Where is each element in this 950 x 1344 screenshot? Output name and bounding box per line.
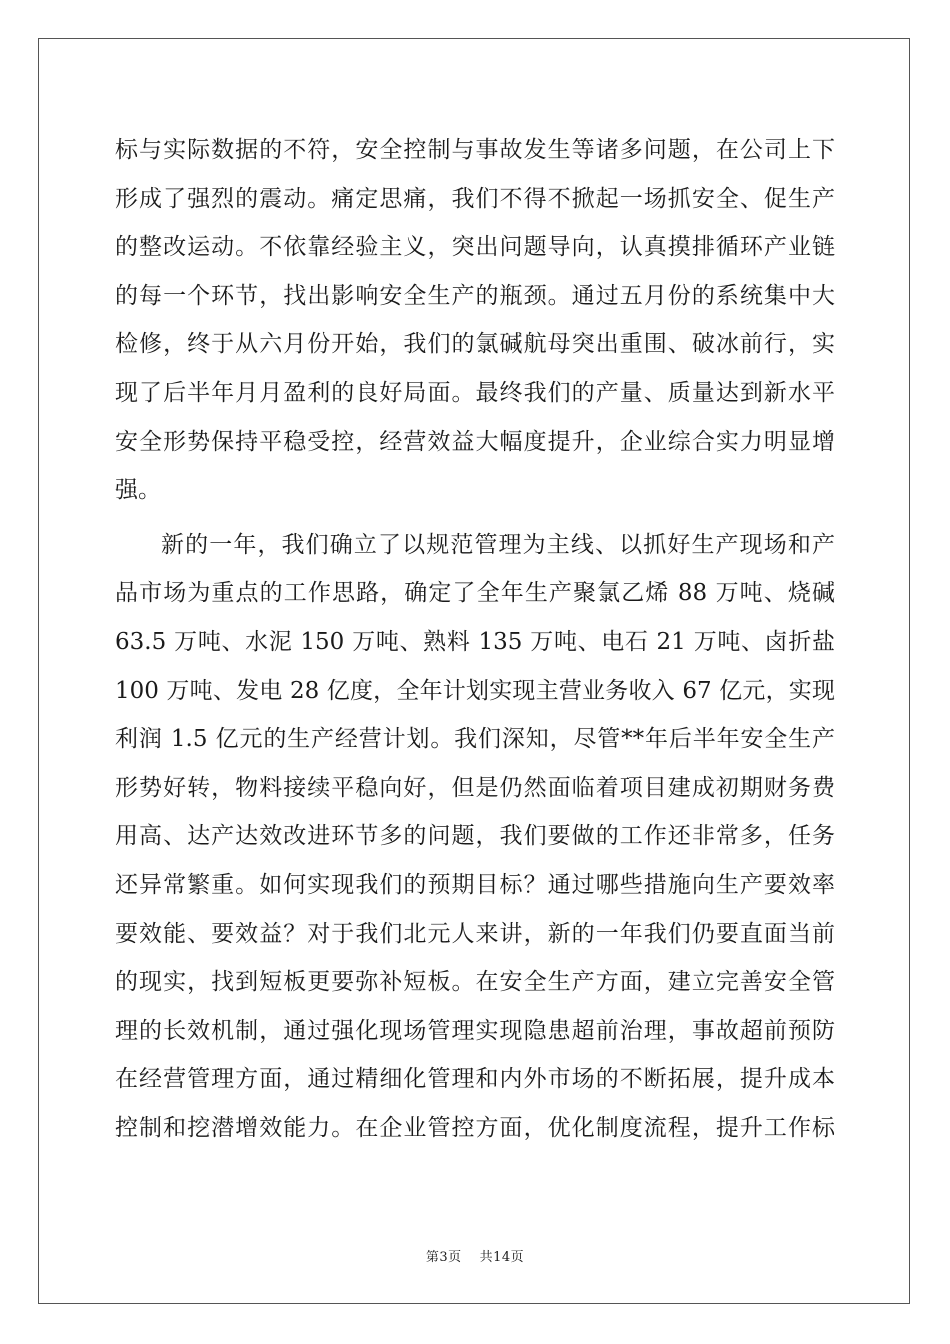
text-line: 强。 (115, 477, 161, 504)
text-line: 63.5 万吨、水泥 150 万吨、熟料 135 万吨、电石 21 万吨、卤折盐 (115, 628, 835, 655)
text-line: 形成了强烈的震动。痛定思痛，我们不得不掀起一场抓安全、促生产 (115, 185, 835, 212)
text-line: 检修，终于从六月份开始，我们的氯碱航母突出重围、破冰前行，实 (115, 331, 835, 358)
text-line: 在经营管理方面，通过精细化管理和内外市场的不断拓展，提升成本 (115, 1066, 835, 1093)
text-line: 品市场为重点的工作思路，确定了全年生产聚氯乙烯 88 万吨、烧碱 (115, 580, 835, 607)
paragraph-first-line: 新的一年，我们确立了以规范管理为主线、以抓好生产现场和产 (161, 531, 835, 558)
text-line: 理的长效机制，通过强化现场管理实现隐患超前治理，事故超前预防 (115, 1017, 835, 1044)
text-line: 100 万吨、发电 28 亿度，全年计划实现主营业务收入 67 亿元，实现 (115, 677, 835, 704)
text-line: 现了后半年月月盈利的良好局面。最终我们的产量、质量达到新水平 (115, 379, 835, 406)
text-line: 用高、达产达效改进环节多的问题，我们要做的工作还非常多，任务 (115, 823, 835, 850)
text-line: 的现实，找到短板更要弥补短板。在安全生产方面，建立完善安全管 (115, 969, 835, 996)
text-line: 形势好转，物料接续平稳向好，但是仍然面临着项目建成初期财务费 (115, 774, 835, 801)
page-footer (0, 1246, 950, 1265)
text-line: 的整改运动。不依靠经验主义，突出问题导向，认真摸排循环产业链 (115, 234, 835, 261)
text-line: 还异常繁重。如何实现我们的预期目标？通过哪些措施向生产要效率 (115, 871, 835, 898)
page-number-total: 共14页 (479, 1250, 525, 1265)
text-line: 标与实际数据的不符，安全控制与事故发生等诸多问题，在公司上下 (115, 137, 835, 163)
page-number-current: 第3页 (425, 1250, 462, 1265)
text-line: 安全形势保持平稳受控，经营效益大幅度提升，企业综合实力明显增 (115, 428, 835, 455)
document-body (115, 126, 835, 1152)
text-line: 要效能、要效益？对于我们北元人来讲，新的一年我们仍要直面当前 (115, 920, 835, 947)
text-line: 控制和挖潜增效能力。在企业管控方面，优化制度流程，提升工作标 (115, 1114, 835, 1141)
text-line: 利润 1.5 亿元的生产经营计划。我们深知，尽管**年后半年安全生产 (115, 726, 835, 753)
text-line: 的每一个环节，找出影响安全生产的瓶颈。通过五月份的系统集中大 (115, 282, 835, 309)
